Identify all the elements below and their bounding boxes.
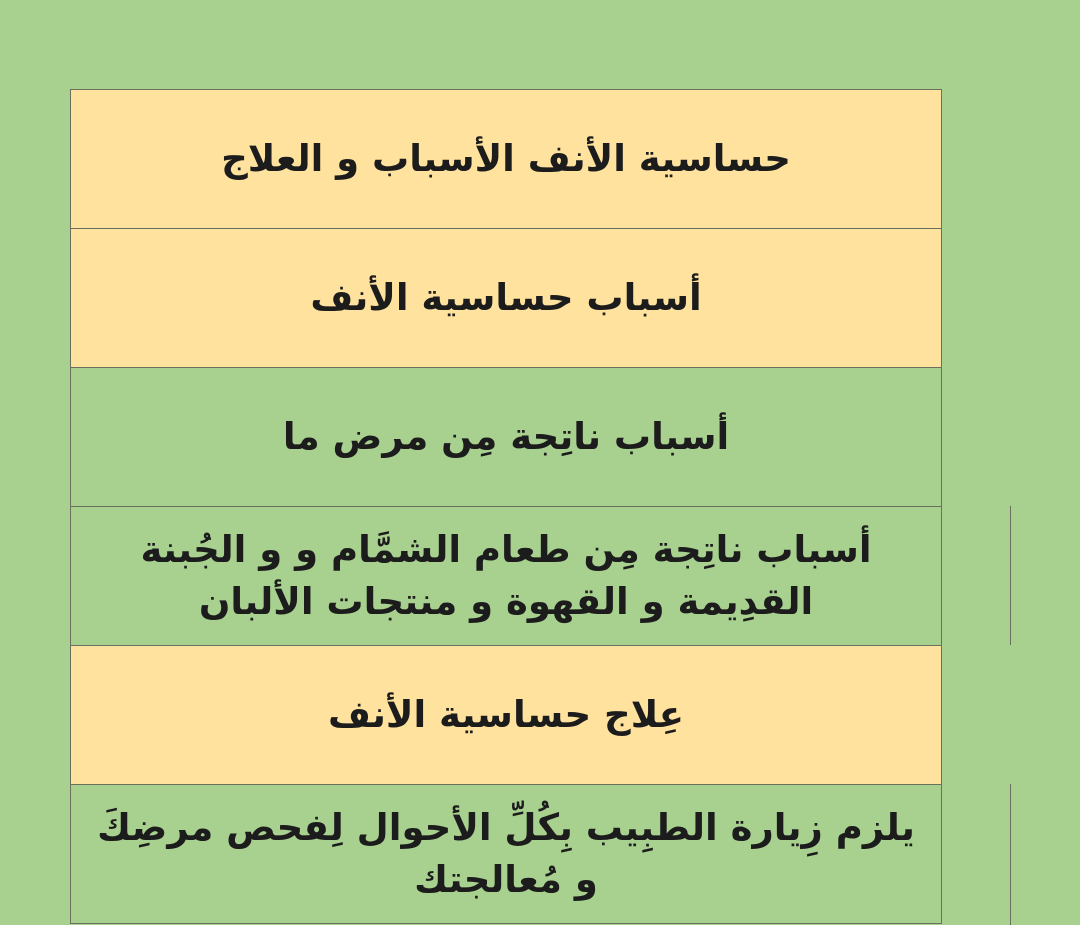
table-row-doctor-visit: [70, 785, 942, 924]
table-row-food-cause: [70, 507, 942, 646]
causes-heading-text: أسباب حساسية الأنف: [310, 276, 702, 319]
disease-cause-text: أسباب ناتِجة مِن مرض ما: [282, 415, 730, 458]
treatment-heading-text: عِلاج حساسية الأنف: [327, 693, 685, 736]
title-text: حساسية الأنف الأسباب و العلاج: [221, 137, 791, 180]
table-row-treatment-heading: [70, 646, 942, 785]
table-row-causes-heading: [70, 229, 942, 368]
side-divider-line-lower: [1010, 784, 1011, 925]
food-cause-text: أسباب ناتِجة مِن طعام الشمَّام و و الجُبنة القدِيمة و القهوة و منتجات الألبان: [140, 528, 872, 623]
info-table: [70, 89, 942, 924]
doctor-visit-text: يلزم زِيارة الطبِيب بِكُلِّ الأحوال لِفحص مرضِكَ و مُعالجتك: [97, 806, 915, 901]
table-row-disease-cause: [70, 368, 942, 507]
side-divider-line-upper: [1010, 506, 1011, 645]
table-row-title: [70, 90, 942, 229]
